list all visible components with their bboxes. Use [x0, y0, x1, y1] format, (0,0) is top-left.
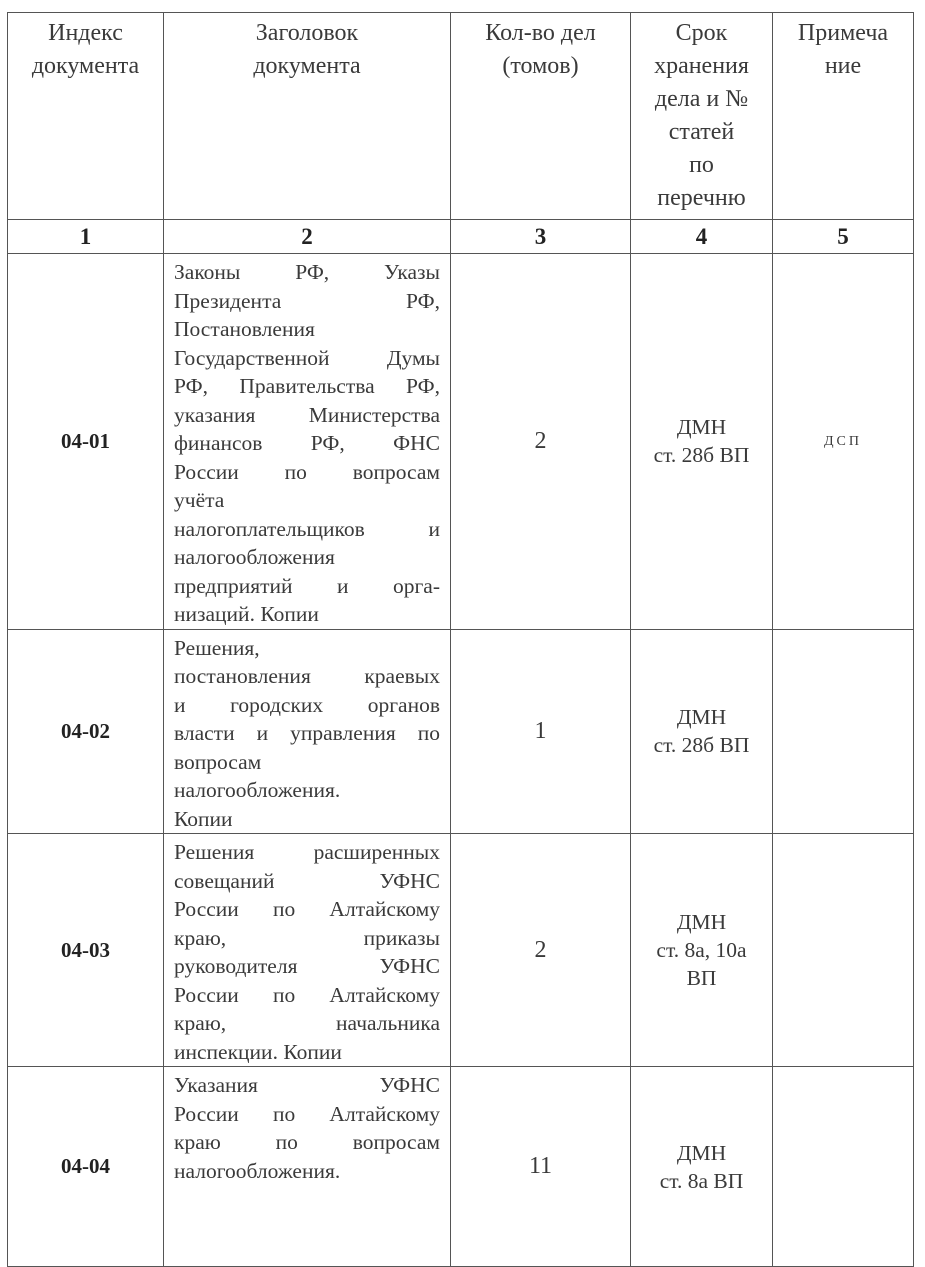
- header-line: документа: [253, 53, 361, 79]
- title-line: указания Министерства: [174, 402, 440, 427]
- title-line: налогообложения.: [174, 778, 341, 802]
- title-line: России по Алтайскому: [174, 1101, 440, 1126]
- table-row: [8, 834, 914, 1067]
- retention-line: ст. 28б ВП: [653, 733, 750, 758]
- document-nomenclature-table: [7, 12, 914, 1267]
- title-line: низаций. Копии: [174, 602, 319, 626]
- title-line: России по Алтайскому: [174, 982, 440, 1007]
- title-line: власти и управления по: [174, 721, 440, 745]
- title-line: Государственной Думы: [174, 345, 440, 370]
- header-line: Кол-во дел: [485, 20, 596, 46]
- header-line: (томов): [502, 53, 579, 79]
- column-number: 1: [8, 220, 164, 254]
- title-line: налогообложения: [174, 545, 335, 569]
- header-index: [8, 13, 164, 220]
- document-index: 04-04: [8, 1067, 164, 1267]
- header-line: статей: [668, 119, 735, 145]
- title-line: налогоплательщиков и: [174, 516, 440, 541]
- table-row: [8, 629, 914, 834]
- note: [773, 1067, 914, 1267]
- header-line: Срок: [675, 20, 728, 46]
- document-title: [164, 629, 451, 834]
- volume-count: 2: [451, 834, 631, 1067]
- column-number: 3: [451, 220, 631, 254]
- header-retention: [631, 13, 773, 220]
- title-line: налогообложения.: [174, 1158, 341, 1183]
- title-line: совещаний УФНС: [174, 868, 440, 893]
- title-line: краю по вопросам: [174, 1130, 440, 1154]
- column-number: 2: [164, 220, 451, 254]
- title-line: Законы РФ, Указы: [174, 260, 440, 284]
- title-line: учёта: [174, 488, 225, 512]
- retention-period: [631, 254, 773, 630]
- retention-period: [631, 629, 773, 834]
- retention-period: [631, 1067, 773, 1267]
- header-line: хранения: [654, 53, 749, 79]
- note: ДСП: [773, 254, 914, 630]
- title-line: предприятий и орга-: [174, 573, 440, 598]
- document-index: 04-02: [8, 629, 164, 834]
- header-line: дела и №: [654, 86, 749, 112]
- document-index: 04-03: [8, 834, 164, 1067]
- retention-line: ст. 8а, 10а: [656, 938, 747, 962]
- table-row: [8, 254, 914, 630]
- column-number: 4: [631, 220, 773, 254]
- title-line: Копии: [174, 806, 233, 831]
- header-line: перечню: [657, 185, 746, 211]
- table-row: [8, 1067, 914, 1267]
- column-number: 5: [773, 220, 914, 254]
- title-line: и городских органов: [174, 692, 440, 717]
- title-line: краю, начальника: [174, 1011, 440, 1035]
- document-index: 04-01: [8, 254, 164, 630]
- header-row: [8, 13, 914, 220]
- note: [773, 629, 914, 834]
- volume-count: 2: [451, 254, 631, 630]
- retention-line: ДМН: [676, 1140, 727, 1165]
- header-line: Заголовок: [255, 20, 359, 46]
- title-line: Указания УФНС: [174, 1073, 440, 1097]
- header-line: ние: [824, 53, 862, 79]
- retention-line: ДМН: [676, 910, 727, 934]
- title-line: постановления краевых: [174, 664, 440, 688]
- retention-line: ВП: [686, 966, 717, 990]
- volume-count: 1: [451, 629, 631, 834]
- title-line: руководителя УФНС: [174, 954, 440, 978]
- retention-line: ст. 8а ВП: [659, 1168, 744, 1193]
- header-line: Примеча: [797, 20, 889, 46]
- column-number-row: [8, 220, 914, 254]
- title-line: финансов РФ, ФНС: [174, 431, 440, 455]
- header-line: Индекс: [48, 20, 123, 46]
- retention-line: ст. 28б ВП: [653, 443, 750, 468]
- volume-count: 11: [451, 1067, 631, 1267]
- document-title: [164, 834, 451, 1067]
- retention-line: ДМН: [676, 415, 727, 440]
- title-line: Решения,: [174, 635, 260, 660]
- title-line: вопросам: [174, 749, 262, 774]
- title-line: краю, приказы: [174, 925, 440, 950]
- header-note: [773, 13, 914, 220]
- header-title: [164, 13, 451, 220]
- header-volumes: [451, 13, 631, 220]
- title-line: России по Алтайскому: [174, 897, 440, 921]
- header-line: документа: [31, 53, 140, 79]
- retention-period: [631, 834, 773, 1067]
- note: [773, 834, 914, 1067]
- title-line: Постановления: [174, 317, 315, 341]
- title-line: Президента РФ,: [174, 288, 440, 313]
- title-line: инспекции. Копии: [174, 1039, 342, 1064]
- title-line: России по вопросам: [174, 459, 440, 484]
- title-line: РФ, Правительства РФ,: [174, 374, 440, 398]
- retention-line: ДМН: [676, 705, 727, 730]
- title-line: Решения расширенных: [174, 840, 440, 864]
- document-title: [164, 254, 451, 630]
- document-title: [164, 1067, 451, 1267]
- header-line: по: [689, 152, 714, 178]
